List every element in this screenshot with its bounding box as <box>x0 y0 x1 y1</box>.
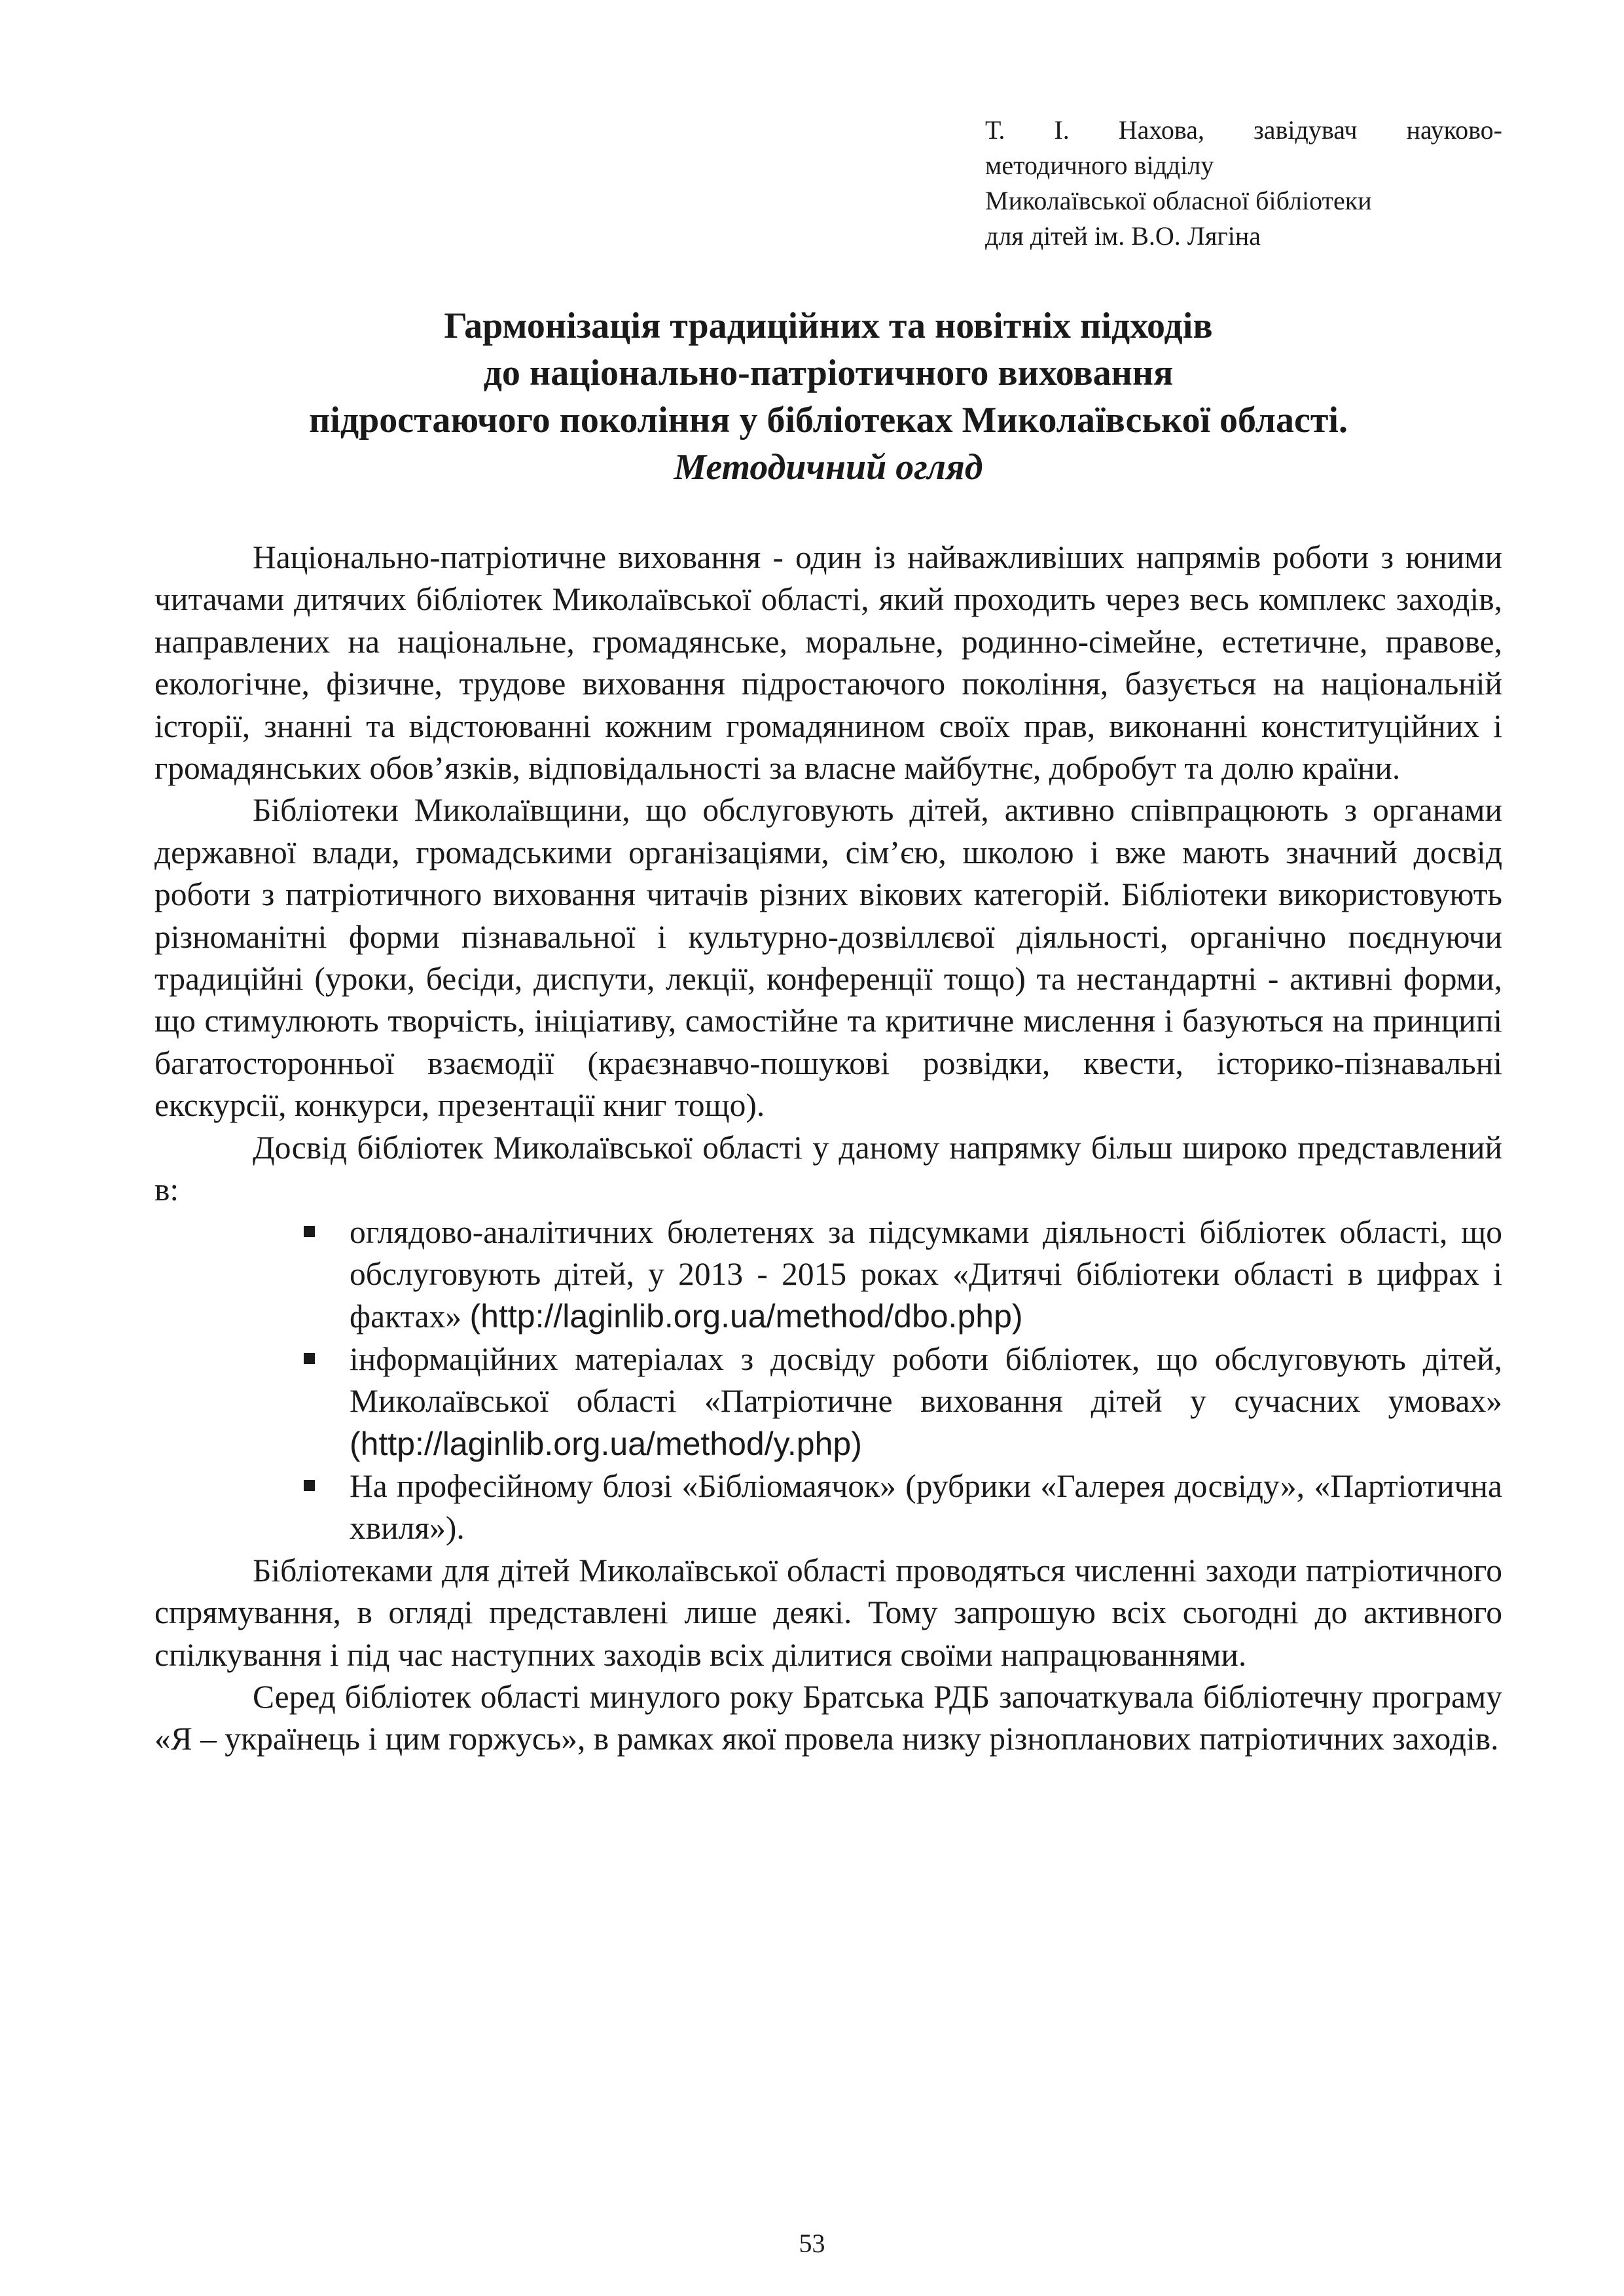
list-item <box>350 1211 1502 1338</box>
bullet-square-icon <box>304 1353 315 1364</box>
paragraph-5: Серед бібліотек області минулого року Братська РДБ започаткувала бібліотечну програму «Я – українець і цим горжусь», в рамках якої провела низку різнопланових патріотичних заходів. <box>154 1678 1502 1757</box>
paragraph-4: Бібліотеками для дітей Миколаївської області проводяться численні заходи патріотичного спрямування, в огляді представлені лише деякі. Тому запрошую всіх сьогодні до активного спілкування і під час наступних заходів всіх ділитися своїми напрацюваннями. <box>154 1552 1502 1673</box>
materials-link[interactable]: (http://laginlib.org.ua/method/y.php) <box>350 1425 862 1462</box>
list-item <box>350 1338 1502 1465</box>
title-line-1: Гармонізація традиційних та новітніх підходів <box>444 306 1213 346</box>
bullet-square-icon <box>304 1480 315 1491</box>
bulletin-link[interactable]: (http://laginlib.org.ua/method/dbo.php) <box>469 1298 1023 1335</box>
list-item <box>350 1465 1502 1550</box>
list-item-text: На професійному блозі «Бібліомаячок» (рубрики «Галерея досвіду», «Партіотична хвиля»). <box>350 1467 1502 1547</box>
title-line-3: підростаючого покоління у бібліотеках Миколаївської області. <box>309 400 1348 440</box>
article-subtitle: Методичний огляд <box>674 447 983 488</box>
author-line-4: для дітей ім. В.О. Лягіна <box>985 221 1261 251</box>
paragraph-2: Бібліотеки Миколаївщини, що обслуговують дітей, активно співпрацюють з органами державної влади, громадськими організаціями, сім’єю, школою і вже мають значний досвід роботи з патріотичного виховання читачів різних вікових категорій. Бібліотеки використовують різноманітні форми пізнавальної і культурно-дозвіллєвої діяльності, органічно поєднуючи традиційні (уроки, бесіди, диспути, лекції, конференції тощо) та нестандартні - активні форми, що стимулюють творчість, ініціативу, самостійне та критичне мислення і базуються на принципі багатосторонньої взаємодії (краєзнавчо-пошукові розвідки, квести, історико-пізнавальні екскурсії, конкурси, презентації книг тощо). <box>154 792 1502 1124</box>
article-body <box>154 537 1502 1761</box>
author-line-3: Миколаївської обласної бібліотеки <box>985 186 1372 215</box>
bullet-square-icon <box>304 1226 315 1237</box>
experience-list <box>154 1211 1502 1550</box>
paragraph-1: Національно-патріотичне виховання - один із найважливіших напрямів роботи з юними читачами дитячих бібліотек Миколаївської області, який проходить через весь комплекс заходів, направлених на національне, громадянське, моральне, родинно-сімейне, естетичне, правове, екологічне, фізичне, трудове виховання підростаючого покоління, базується на національній історії, знанні та відстоюванні кожним громадянином своїх прав, виконанні конституційних і громадянських обов’язків, відповідальності за власне майбутнє, добробут та долю країни. <box>154 539 1502 787</box>
list-item-text: інформаційних матеріалах з досвіду роботи бібліотек, що обслуговують дітей, Миколаївської області «Патріотичне виховання дітей у сучасних умовах» <box>350 1340 1502 1420</box>
title-line-2: до національно-патріотичного виховання <box>483 353 1174 393</box>
author-block <box>985 113 1502 254</box>
author-line-1: Т. І. Нахова, завідувач науково- <box>985 115 1502 145</box>
article-title <box>154 302 1502 491</box>
author-line-2: методичного відділу <box>985 151 1214 180</box>
paragraph-3: Досвід бібліотек Миколаївської області у даному напрямку більш широко представлений в: <box>154 1129 1502 1208</box>
list-item-text: оглядово-аналітичних бюлетенях за підсумками діяльності бібліотек області, що обслуговують дітей, у 2013 - 2015 роках «Дитячі бібліотеки області в цифрах і фактах» <box>350 1213 1502 1335</box>
page-number: 53 <box>799 2229 825 2258</box>
